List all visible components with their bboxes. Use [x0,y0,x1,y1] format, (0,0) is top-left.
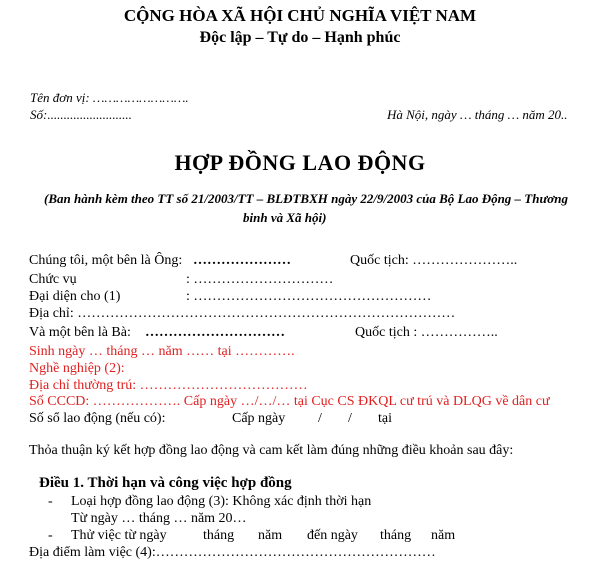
item2-thang2: tháng [380,528,412,543]
position-value: : ………………………… [186,272,334,287]
birth-line: Sinh ngày … tháng … năm …… tại …………. [29,344,295,359]
country-heading: CỘNG HÒA XÃ HỘI CHỦ NGHĨA VIỆT NAM [123,6,477,25]
residence-line: Địa chỉ thường trú: ……………………………… [29,378,308,393]
item2-thang: tháng [203,528,235,543]
party-b-nationality: Quốc tịch : …………….. [355,325,498,340]
party-b-name-dots: ………………………… [145,325,285,340]
item2-nam2: năm [431,528,456,543]
unit-name-line: Tên đơn vị: ……………………. [30,90,189,105]
represent-label: Đại diện cho (1) [29,289,121,304]
labor-book-label: Số sổ lao động (nếu có): [29,411,166,426]
agreement-line: Thỏa thuận ký kết hợp đồng lao động và cam kết làm đúng những điều khoản sau đây: [29,443,514,458]
position-label: Chức vụ [29,272,77,287]
unit-number-line: Số:.......................... [30,107,132,122]
id-card-line: Số CCCD: ………………. Cấp ngày …/…/… tại Cục CS ĐKQL cư trú và DLQG về dân cư [29,394,550,409]
motto-heading: Độc lập – Tự do – Hạnh phúc [199,29,401,46]
party-a-label: Chúng tôi, một bên là Ông: [29,253,183,268]
labor-book-slash-2: / [348,411,352,426]
job-line: Nghề nghiệp (2): [29,361,125,376]
item2-bullet: - [48,528,53,543]
document-title: HỢP ĐỒNG LAO ĐỘNG [174,150,426,175]
item1-sub: Từ ngày … tháng … năm 20… [71,511,247,526]
party-a-nationality: Quốc tịch: ………………….. [350,253,518,268]
item2-nam: năm [258,528,283,543]
labor-book-issue: Cấp ngày [232,411,286,426]
labor-book-place: tại [378,411,392,426]
represent-value: : …………………………………………… [186,289,432,304]
item2-den: đến ngày [307,528,358,543]
party-b-label: Và một bên là Bà: [29,325,131,340]
labor-book-slash-1: / [318,411,322,426]
party-a-name-dots: ………………… [193,253,291,268]
subtitle-line1: (Ban hành kèm theo TT số 21/2003/TT – BLĐTBXH ngày 22/9/2003 của Bộ Lao Động – Thương [44,191,568,206]
item2-label: Thử việc từ ngày [71,528,167,543]
subtitle-line2: binh và Xã hội) [243,210,327,225]
item1-text: Loại hợp đồng lao động (3): Không xác định thời hạn [71,494,372,509]
date-line: Hà Nội, ngày … tháng … năm 20.. [387,107,568,122]
workplace-line: Địa điểm làm việc (4):…………………………………………………… [29,545,436,560]
item1-bullet: - [48,494,53,509]
party-a-address: Địa chỉ: ……………………………………………………………………… [29,306,456,321]
article-1-heading: Điều 1. Thời hạn và công việc hợp đồng [39,475,292,491]
